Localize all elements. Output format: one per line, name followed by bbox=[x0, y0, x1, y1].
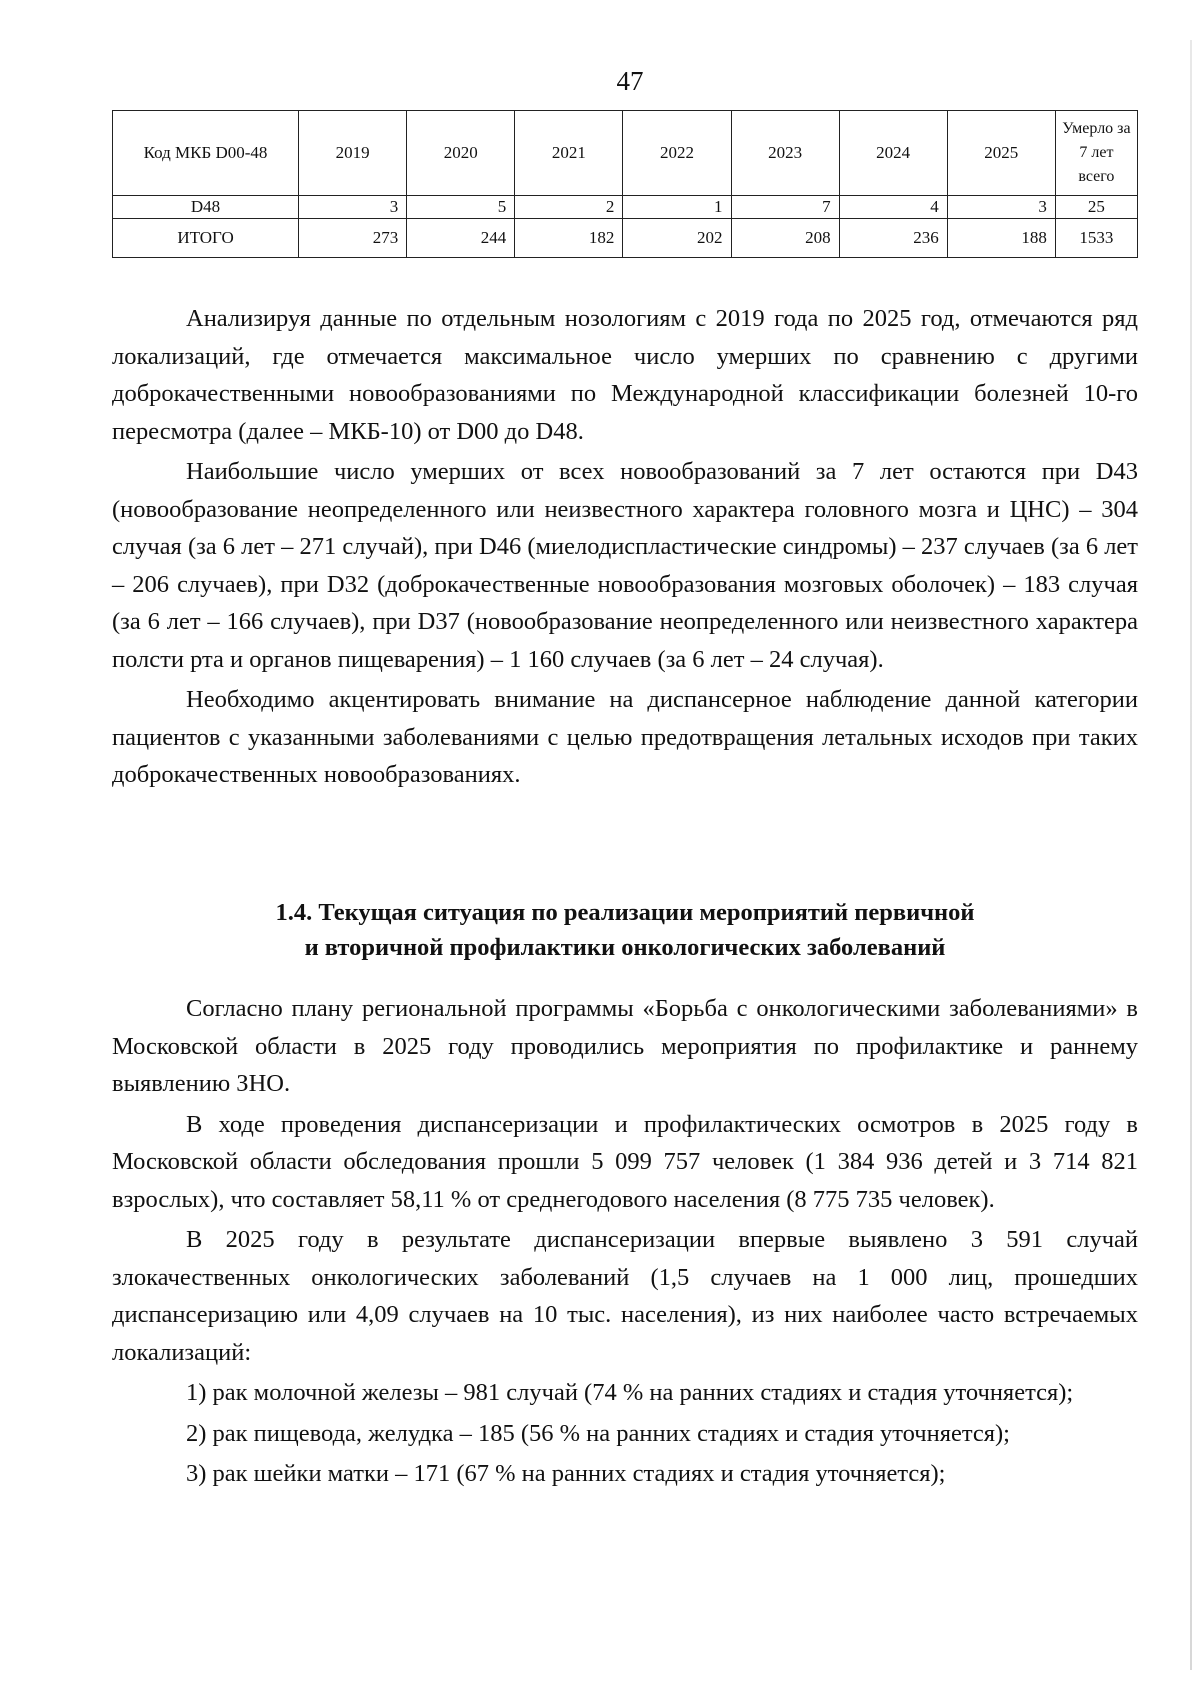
table-cell: 5 bbox=[407, 196, 515, 219]
table-cell: 3 bbox=[299, 196, 407, 219]
table-header-cell: 2020 bbox=[407, 111, 515, 196]
paragraph: Наибольшие число умерших от всех новообразований за 7 лет остаются при D43 (новообразование неопределенного или неизвестного характера головного мозга и ЦНС) – 304 случая (за 6 лет – 271 случай), при D46 (миелодиспластические синдромы) – 237 случаев (за 6 лет – 206 случаев), при D32 (доброкачественные новообразования мозговых оболочек) – 183 случая (за 6 лет – 166 случаев), при D37 (новообразование неопределенного или неизвестного характера полсти рта и органов пищеварения) – 1 160 случаев (за 6 лет – 24 случая). bbox=[112, 458, 1139, 673]
section-heading bbox=[112, 895, 1138, 965]
table-header-cell: 2019 bbox=[299, 111, 407, 196]
table-header-cell: 2022 bbox=[623, 111, 731, 196]
table-cell: 3 bbox=[947, 196, 1055, 219]
table-cell: 236 bbox=[839, 219, 947, 258]
paragraph: Необходимо акцентировать внимание на диспансерное наблюдение данной категории пациентов с указанными заболеваниями с целью предотвращения летальных исходов при таких доброкачественных новообразованиях. bbox=[112, 686, 1138, 788]
table-cell: 25 bbox=[1055, 196, 1137, 219]
table-header-cell: Умерло за 7 лет всего bbox=[1055, 111, 1137, 196]
analysis-text bbox=[112, 300, 1138, 794]
paragraph: В 2025 году в результате диспансеризации впервые выявлено 3 591 случай злокачественных онкологических заболеваний (1,5 случаев на 1 000 лиц, прошедших диспансеризацию или 4,09 случаев на 10 тыс. населения), из них наиболее часто встречаемых локализаций: bbox=[112, 1226, 1138, 1366]
table-cell: 1533 bbox=[1055, 219, 1137, 258]
table-row bbox=[113, 196, 1138, 219]
table-cell: 1 bbox=[623, 196, 731, 219]
table-header-cell: 2025 bbox=[947, 111, 1055, 196]
scan-edge-line bbox=[1190, 40, 1192, 1670]
table-cell: 244 bbox=[407, 219, 515, 258]
table-cell: 202 bbox=[623, 219, 731, 258]
table-cell: 7 bbox=[731, 196, 839, 219]
paragraph: Согласно плану региональной программы «Борьба с онкологическими заболеваниями» в Московской области в 2025 году проводились мероприятия по профилактике и раннему выявлению ЗНО. bbox=[112, 995, 1138, 1097]
table-cell: 2 bbox=[515, 196, 623, 219]
paragraph: В ходе проведения диспансеризации и профилактических осмотров в 2025 году в Московской области обследования прошли 5 099 757 человек (1 384 936 детей и 3 714 821 взрослых), что составляет 58,11 % от среднегодового населения (8 775 735 человек). bbox=[112, 1110, 1138, 1213]
list-item: 3) рак шейки матки – 171 (67 % на ранних стадиях и стадия уточняется); bbox=[186, 1460, 946, 1487]
table-cell: 188 bbox=[947, 219, 1055, 258]
table-header-row bbox=[113, 111, 1138, 196]
list-item: 2) рак пищевода, желудка – 185 (56 % на ранних стадиях и стадия уточняется); bbox=[186, 1419, 1010, 1447]
section-heading-line: 1.4. Текущая ситуация по реализации мероприятий первичной bbox=[275, 899, 975, 926]
table-cell: 273 bbox=[299, 219, 407, 258]
table-cell: 182 bbox=[515, 219, 623, 258]
paragraph: Анализируя данные по отдельным нозологиям с 2019 года по 2025 год, отмечаются ряд локализаций, где отмечается максимальное число умерших по сравнению с другими доброкачественными новообразованиями по Международной классификации болезней 10-го пересмотра (далее – МКБ-10) от D00 до D48. bbox=[112, 305, 1138, 445]
table-header-cell: 2024 bbox=[839, 111, 947, 196]
table-cell: 4 bbox=[839, 196, 947, 219]
page-number: 47 bbox=[616, 66, 644, 96]
table-header-cell: 2023 bbox=[731, 111, 839, 196]
table-row-total bbox=[113, 219, 1138, 258]
table-header-cell: 2021 bbox=[515, 111, 623, 196]
table-cell: D48 bbox=[113, 196, 299, 219]
mortality-table bbox=[112, 110, 1138, 258]
section-heading-line: и вторичной профилактики онкологических заболеваний bbox=[304, 934, 946, 961]
list-item: 1) рак молочной железы – 981 случай (74 % на ранних стадиях и стадия уточняется); bbox=[186, 1379, 1074, 1406]
table-cell: ИТОГО bbox=[113, 219, 299, 258]
table-cell: 208 bbox=[731, 219, 839, 258]
prevention-text bbox=[112, 990, 1138, 1493]
table-header-cell: Код МКБ D00-48 bbox=[113, 111, 299, 196]
